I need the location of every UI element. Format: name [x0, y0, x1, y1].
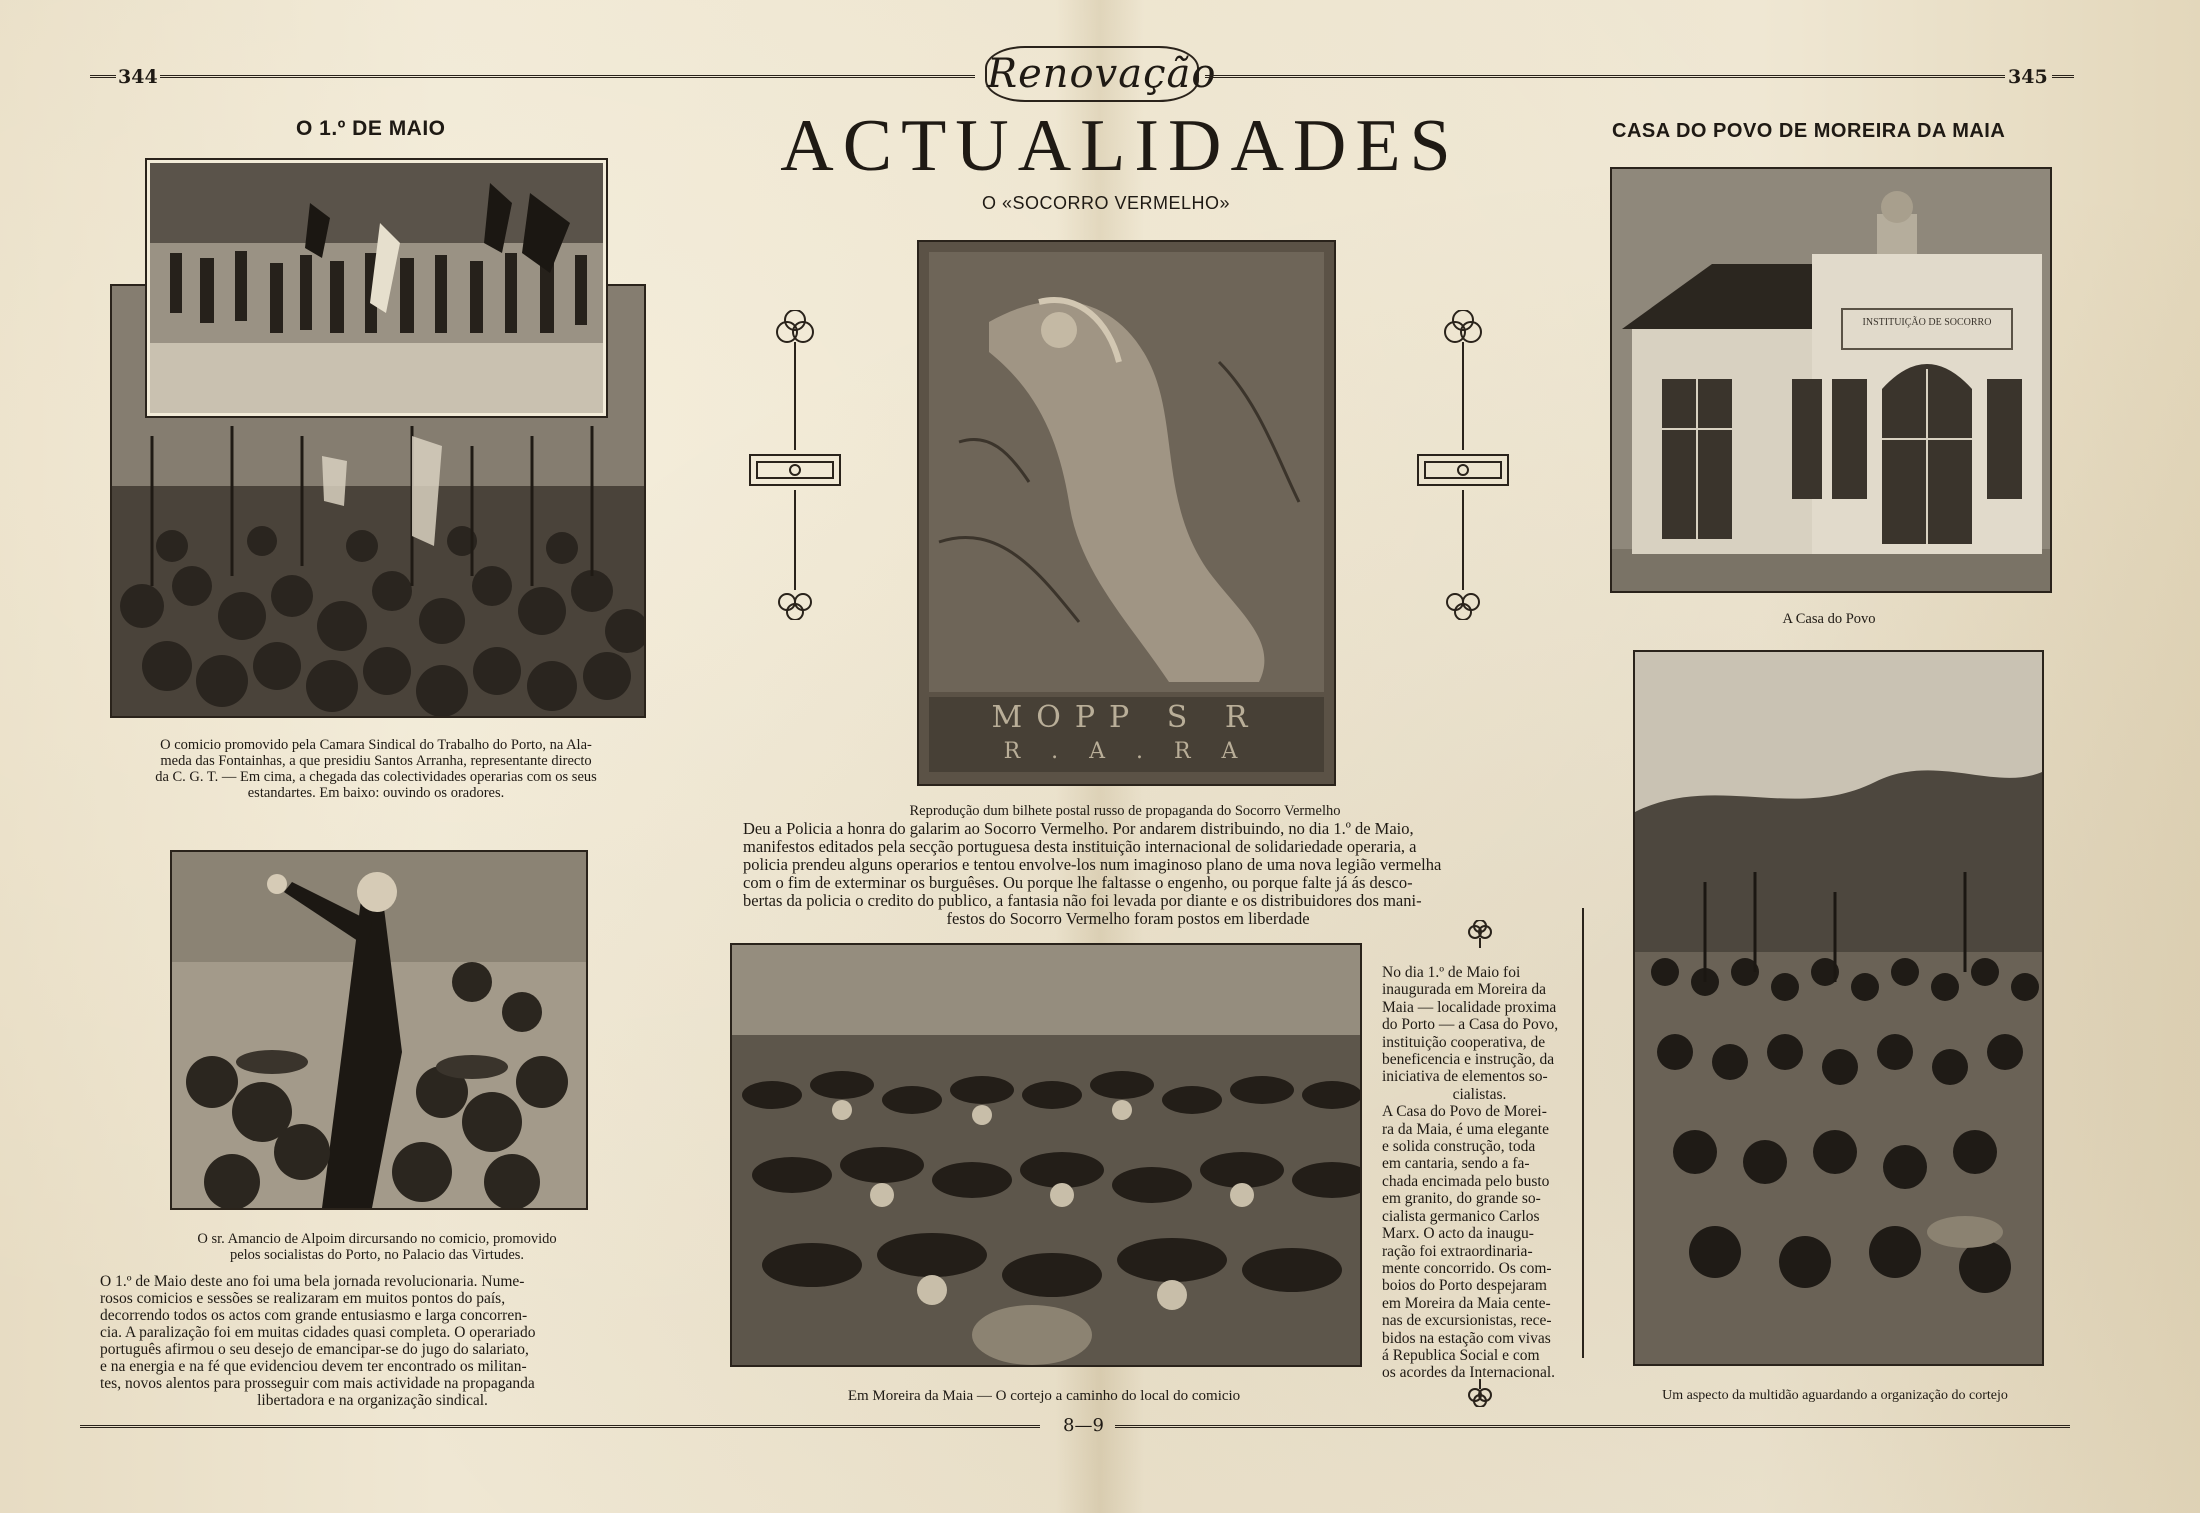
speaker-caption-line: O sr. Amancio de Alpoim dircursando no comicio, promovido: [197, 1231, 557, 1247]
top-rule-right-stub: [2052, 75, 2074, 81]
left-article-line: português afirmou o seu desejo de emancipar-se do jugo do salariato,: [100, 1341, 529, 1358]
right-article-line: mente concorrido. Os com-: [1382, 1259, 1552, 1277]
crowd-caption-line: estandartes. Em baixo: ouvindo os oradores.: [247, 785, 505, 801]
left-article-line: decorrendo todos os actos com grande entusiasmo e larga concorren-: [100, 1307, 528, 1324]
center-article-line: bertas da policia o credito do publico, a fantasia não foi levada por diante e os distribuidores dos mani-: [743, 891, 1422, 910]
casa-do-povo-caption: A Casa do Povo: [1782, 611, 1876, 627]
crowd-caption-line: da C. G. T. — Em cima, a chegada das colectividades operarias com os seus: [155, 769, 597, 785]
right-column-rule: [1582, 908, 1584, 1358]
right-article-line: os acordes da Internacional.: [1382, 1364, 1556, 1382]
speaker-caption-line: pelos socialistas do Porto, no Palacio das Virtudes.: [229, 1247, 525, 1263]
left-heading: O 1.º DE MAIO: [296, 117, 446, 140]
right-article-line: á Republica Social e com: [1382, 1346, 1540, 1364]
right-article-line: nas de excursionistas, rece-: [1382, 1312, 1552, 1330]
right-article-line: em cantaria, sendo a fa-: [1382, 1155, 1530, 1173]
building-sign: INSTITUIÇÃO DE SOCORRO: [1862, 317, 1992, 328]
right-article-line: e solida construção, toda: [1382, 1138, 1536, 1156]
procession-photo: [730, 943, 1362, 1367]
center-article-line: manifestos editados pela secção portuguesa desta instituição internacional de solidariedade operaria, a: [743, 837, 1417, 856]
clover-ornament-left: [745, 310, 845, 620]
right-article-line: inaugurada em Moreira da: [1382, 981, 1546, 999]
left-article: [100, 1273, 645, 1409]
speaker-photo: [170, 850, 588, 1210]
top-rule-right: [1205, 75, 2005, 81]
postcard-caption: Reprodução dum bilhete postal russo de propaganda do Socorro Vermelho: [909, 803, 1341, 819]
right-article-line: ração foi extraordinaria-: [1382, 1242, 1533, 1260]
right-article: [1382, 964, 1577, 1382]
right-article-line: Maia — localidade proxima: [1382, 998, 1557, 1016]
masthead-logo: Renovação: [985, 46, 1199, 102]
right-article-line: cialista germanico Carlos: [1382, 1207, 1540, 1225]
center-article-line: Deu a Policia a honra do galarim ao Socorro Vermelho. Por andarem distribuindo, no dia 1.º de Maio,: [743, 819, 1414, 838]
casa-do-povo-photo: [1610, 167, 2052, 593]
crowd-caption-line: meda das Fontainhas, a que presidiu Santos Arranha, representante directo: [160, 753, 592, 769]
procession-caption: Em Moreira da Maia — O cortejo a caminho do local do comicio: [847, 1388, 1241, 1404]
center-article: [743, 820, 1513, 928]
page-number-right: 345: [2008, 66, 2048, 88]
center-subtitle: O «SOCORRO VERMELHO»: [982, 193, 1231, 213]
clover-ornament-bottom: [1465, 1377, 1495, 1407]
left-article-line: rosos comicios e sessões se realizaram em muitos pontos do país,: [100, 1290, 506, 1307]
right-article-line: bidos na estação com vivas: [1382, 1329, 1551, 1347]
clover-ornament-small: [1465, 920, 1495, 950]
left-article-line: e na energia e na fé que evidenciou devem ter encontrado os militan-: [100, 1358, 527, 1375]
left-article-line: libertadora e na organização sindical.: [257, 1392, 488, 1409]
postcard-photo: [917, 240, 1336, 786]
right-article-line: iniciativa de elementos so-: [1382, 1068, 1548, 1086]
postcard-plate-text-bottom: R . A . R A: [1003, 739, 1250, 764]
main-title: ACTUALIDADES: [780, 105, 1460, 187]
right-article-line: beneficencia e instrução, da: [1382, 1051, 1555, 1069]
speaker-caption: [150, 1231, 604, 1263]
bottom-rule-right: [1115, 1425, 2070, 1431]
maia-crowd-photo: [1633, 650, 2044, 1366]
top-rule-left: [160, 75, 975, 81]
page-number-left: 344: [118, 66, 158, 88]
crowd-caption: [110, 737, 642, 801]
crowd-caption-line: O comicio promovido pela Camara Sindical do Trabalho do Porto, na Ala-: [160, 737, 592, 753]
center-article-line: com o fim de exterminar os burguêses. Ou porque lhe faltasse o engenho, ou porque falte já ás desco-: [743, 873, 1413, 892]
left-article-line: cia. A paralização foi em muitas cidades quasi completa. O operariado: [100, 1324, 536, 1341]
clover-ornament-right: [1413, 310, 1513, 620]
right-article-line: Marx. O acto da inaugu-: [1382, 1225, 1534, 1243]
right-article-line: chada encimada pelo busto: [1382, 1172, 1550, 1190]
maia-crowd-caption: Um aspecto da multidão aguardando a organização do cortejo: [1662, 1388, 2008, 1403]
right-article-line: instituição cooperativa, de: [1382, 1033, 1546, 1051]
crowd-photo-upper: [147, 160, 606, 416]
right-article-line: do Porto — a Casa do Povo,: [1382, 1016, 1559, 1034]
right-article-line: ra da Maia, é uma elegante: [1382, 1120, 1549, 1138]
postcard-plate-text-top: MOPP S R: [991, 700, 1262, 735]
right-article-line: cialistas.: [1452, 1085, 1507, 1103]
center-article-line: festos do Socorro Vermelho foram postos em liberdade: [946, 909, 1310, 928]
right-article-line: No dia 1.º de Maio foi: [1382, 964, 1521, 981]
top-rule-left-stub: [90, 75, 116, 81]
right-article-line: em granito, do grande so-: [1382, 1190, 1541, 1208]
right-article-line: em Moreira da Maia cente-: [1382, 1294, 1551, 1312]
left-article-line: O 1.º de Maio deste ano foi uma bela jornada revolucionaria. Nume-: [100, 1273, 525, 1290]
right-heading: CASA DO POVO DE MOREIRA DA MAIA: [1612, 120, 2006, 142]
page-number-bottom: 8—9: [1063, 1415, 1104, 1436]
center-article-line: policia prendeu alguns operarios e tentou envolve-los num imaginoso plano de uma nova legião vermelha: [743, 855, 1442, 874]
right-article-line: boios do Porto despejaram: [1382, 1277, 1547, 1295]
bottom-rule-left: [80, 1425, 1040, 1431]
left-article-line: tes, novos alentos para prosseguir com mais actividade na propaganda: [100, 1375, 535, 1392]
right-article-line: A Casa do Povo de Morei-: [1382, 1103, 1547, 1121]
